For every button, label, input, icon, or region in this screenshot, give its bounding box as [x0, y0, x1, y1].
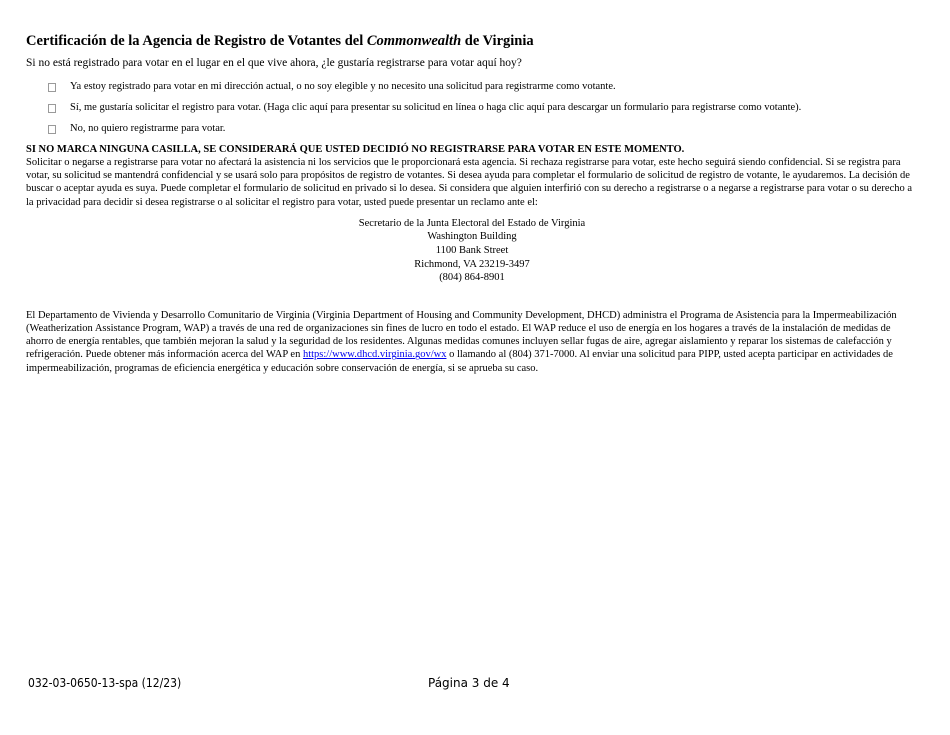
page-title — [26, 32, 918, 50]
weatherization-paragraph — [26, 309, 918, 375]
option-no-register — [48, 122, 918, 135]
page-number: Página 3 de 4 — [428, 676, 510, 690]
option-label: Sí, me gustaría solicitar el registro para votar. (Haga clic aquí para presentar su solicitud en línea o haga clic aquí para descargar un formulario para registrarse como votante). — [70, 102, 802, 113]
checkbox-yes-register[interactable] — [48, 104, 56, 113]
title-italic: Commonwealth — [366, 33, 462, 49]
election-board-address — [26, 217, 918, 285]
option-yes-register — [48, 101, 918, 114]
dhcd-link[interactable]: https://www.dhcd.virginia.gov/wx — [302, 349, 447, 361]
registration-question: Si no está registrado para votar en el lugar en el que vive ahora, ¿le gustaría registrarse para votar aquí hoy? — [26, 57, 522, 69]
title-prefix: Certificación de la Agencia de Registro de Votantes del — [26, 33, 367, 49]
address-line: Washington Building — [427, 231, 517, 243]
address-line: 1100 Bank Street — [435, 245, 509, 256]
title-suffix: de Virginia — [461, 33, 534, 49]
checkbox-already-registered[interactable] — [48, 83, 56, 92]
option-label: Ya estoy registrado para votar en mi dirección actual, o no soy elegible y no necesito una solicitud para registrarme como votante. — [70, 81, 616, 92]
document-page — [26, 32, 918, 375]
checkbox-no-register[interactable] — [48, 125, 56, 134]
address-line: Richmond, VA 23219-3497 — [414, 258, 530, 270]
form-number: 032-03-0650-13-spa (12/23) — [28, 676, 182, 690]
address-line: (804) 864-8901 — [439, 272, 505, 284]
confidentiality-paragraph: Solicitar o negarse a registrarse para votar no afectará la asistencia ni los servicios que le proporcionará esta agencia. Si rechaza registrarse para votar, este hecho seguirá siendo confidencial. Si se registra para votar, su solicitud se mantendrá confidencial y se usará solo para propósitos de registro de votantes. Si desea ayuda para completar el formulario de solicitud de registro de votante, le ayudaremos. La decisión de buscar o aceptar ayuda es suya. Puede completar el formulario de solicitud en privado si lo desea. Si considera que alguien interfirió con su derecho a registrarse o a negarse a registrarse para votar o su derecho a la privacidad para decidir si desea registrarse o al solicitar el registro para votar, usted puede presentar un reclamo ante el: — [26, 157, 913, 208]
option-already-registered — [48, 80, 918, 93]
paragraph-text: El Departamento de Vivienda y Desarrollo Comunitario de Virginia (Virginia Department of Housing and Community Development, DHCD) administra el Programa de Asistencia para la Impermeabilización (Weatherization Assistance Program, WAP) a través de una red de organizaciones sin fines de lucro en todo el estado. El WAP reduce el uso de energía en los hogares a través de la instalación de medidas de ahorro de energía rentables, que también mejoran la salud y la seguridad de los residentes. Algunas medidas comunes incluyen sellar fugas de aire, agregar aislamiento y reparar los sistemas de calefacción y refrigeración. Puede obtener más información acerca del WAP en — [26, 309, 897, 361]
option-label: No, no quiero registrarme para votar. — [70, 123, 226, 134]
paragraph-text: o llamando al (804) 371-7000. Al enviar una solicitud para PIPP, usted acepta participar en actividades de impermeabilización, programas de eficiencia energética y educación sobre conservación de energía, si se aprueba su caso. — [26, 349, 893, 374]
no-box-warning: SI NO MARCA NINGUNA CASILLA, SE CONSIDERARÁ QUE USTED DECIDIÓ NO REGISTRARSE PARA VOTAR EN ESTE MOMENTO. — [26, 144, 685, 155]
address-line: Secretario de la Junta Electoral del Estado de Virginia — [358, 217, 586, 229]
